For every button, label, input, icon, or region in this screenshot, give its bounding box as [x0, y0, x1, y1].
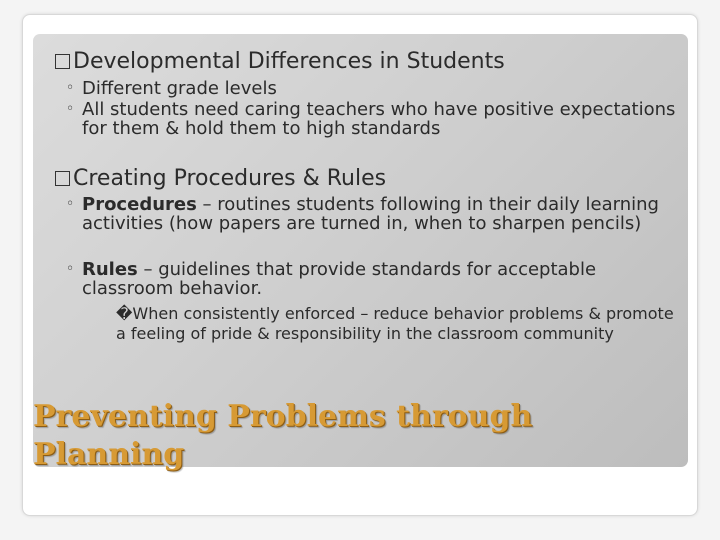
- list-item: [66, 99, 682, 139]
- heading-developmental-differences: [55, 50, 505, 74]
- section-heading: Developmental Differences in Students: [73, 49, 505, 74]
- slide-title: Preventing Problems through Planning: [33, 399, 533, 472]
- list-item: [66, 194, 682, 234]
- bullet-text: All students need caring teachers who have positive expectations for them & hold them to high standards: [82, 99, 676, 139]
- bullet-text: – routines students following in their daily learning activities (how papers are turned in, when to sharpen pencils): [82, 194, 659, 234]
- bullet-text: – guidelines that provide standards for acceptable classroom behavior.: [82, 259, 597, 299]
- checkbox-bullet-icon: [55, 171, 70, 186]
- sub-bullet-text: When consistently enforced – reduce behavior problems & promote a feeling of pride & responsibility in the classroom community: [116, 304, 674, 343]
- circle-bullet-icon: ◦: [66, 196, 75, 212]
- section-heading: Creating Procedures & Rules: [73, 166, 387, 191]
- sub-list-item: [116, 304, 682, 344]
- circle-bullet-icon: ◦: [66, 101, 75, 117]
- circle-bullet-icon: ◦: [66, 261, 75, 277]
- list-item: [66, 78, 682, 99]
- list-item: [66, 259, 682, 299]
- bullet-text: Different grade levels: [82, 78, 277, 99]
- term-rules: Rules: [82, 259, 138, 280]
- heading-creating-procedures-rules: [55, 167, 386, 191]
- term-procedures: Procedures: [82, 194, 197, 215]
- circle-bullet-icon: ◦: [66, 80, 75, 96]
- checkbox-bullet-icon: [55, 54, 70, 69]
- replacement-glyph-icon: �: [116, 304, 133, 323]
